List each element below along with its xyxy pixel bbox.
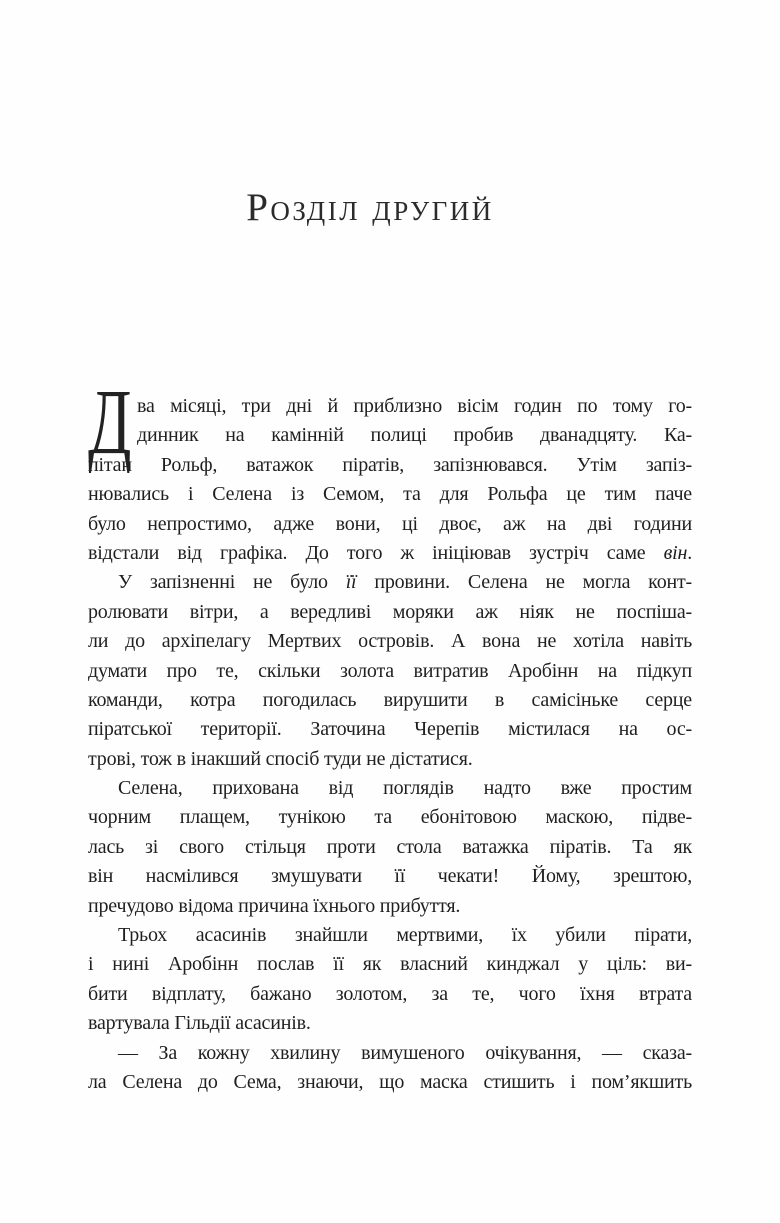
text-segment: Трьох асасинів знайшли мертвими, їх убили пірати, xyxy=(118,924,692,947)
text-segment: ла Селена до Сема, знаючи, що маска стишить і пом’якшить xyxy=(88,1070,692,1093)
text-line xyxy=(88,892,692,921)
text-line xyxy=(88,657,692,686)
text-line xyxy=(88,921,692,950)
text-segment: . xyxy=(687,541,692,564)
text-segment: динник на камінній полиці пробив дванадцяту. Ка- xyxy=(137,424,692,447)
text-line xyxy=(88,568,692,597)
paragraph xyxy=(88,774,692,921)
text-line xyxy=(88,862,692,891)
text-segment: відстали від графіка. До того ж ініціював зустріч саме xyxy=(88,541,664,564)
paragraph xyxy=(88,568,692,774)
text-segment: нювались і Селена із Семом, та для Рольфа це тим паче xyxy=(88,483,692,506)
text-segment: піратської території. Заточина Черепів містилася на ос- xyxy=(88,718,692,741)
text-segment: ли до архіпелагу Мертвих островів. А вона не хотіла навіть xyxy=(88,630,692,653)
text-line xyxy=(88,950,692,979)
text-line xyxy=(88,1068,692,1097)
italic-emphasis: він xyxy=(663,541,688,564)
text-line xyxy=(88,451,692,480)
text-line xyxy=(88,980,692,1009)
text-line xyxy=(88,510,692,539)
text-line xyxy=(88,1039,692,1068)
text-line xyxy=(88,745,692,774)
text-segment: було непростимо, адже вони, ці двоє, аж на дві години xyxy=(88,512,692,535)
paragraph xyxy=(88,369,692,568)
text-line xyxy=(88,480,692,509)
text-segment: бити відплату, бажано золотом, за те, чого їхня втрата xyxy=(88,982,692,1005)
text-line xyxy=(88,598,692,627)
text-segment: вартувала Гільдії асасинів. xyxy=(88,1012,311,1035)
text-segment: ва місяці, три дні й приблизно вісім годин по тому го- xyxy=(137,395,692,417)
drop-cap xyxy=(88,369,132,474)
text-segment: він насмілився змушувати її чекати! Йому, зрештою, xyxy=(88,865,692,888)
text-segment: чорним плащем, тунікою та ебонітовою маскою, підве- xyxy=(88,806,692,829)
paragraph xyxy=(88,1039,692,1098)
text-line xyxy=(88,421,692,450)
text-segment: Селена, прихована від поглядів надто вже простим xyxy=(118,777,692,800)
paragraph xyxy=(88,921,692,1039)
body-text xyxy=(88,369,692,1097)
italic-emphasis: її xyxy=(345,571,357,594)
text-segment: думати про те, скільки золота витратив Аробінн на підкуп xyxy=(88,659,692,682)
drop-cap-letter: Д xyxy=(88,369,132,474)
text-segment: ролювати вітри, а вередливі моряки аж ніяк не поспіша- xyxy=(88,600,692,623)
text-line xyxy=(88,833,692,862)
chapter-title: Розділ другий xyxy=(246,186,494,229)
text-segment: і нині Аробінн послав її як власний кинджал у ціль: ви- xyxy=(88,953,692,976)
text-line xyxy=(88,686,692,715)
text-segment: трові, тож в інакший спосіб туди не дістатися. xyxy=(88,747,473,770)
text-line xyxy=(88,627,692,656)
text-segment: пітан Рольф, ватажок піратів, запізнювався. Утім запіз- xyxy=(88,453,692,476)
text-line xyxy=(88,774,692,803)
text-segment: — За кожну хвилину вимушеного очікування, — сказа- xyxy=(118,1041,692,1064)
text-segment: лась зі свого стільця проти стола ватажка піратів. Та як xyxy=(88,835,692,858)
text-line xyxy=(88,803,692,832)
text-line xyxy=(88,1009,692,1038)
text-segment: У запізненні не було xyxy=(118,571,346,594)
text-segment: команди, котра погодилась вирушити в самісіньке серце xyxy=(88,688,692,711)
text-line xyxy=(88,715,692,744)
text-segment: провини. Селена не могла конт- xyxy=(356,571,692,594)
text-line xyxy=(88,539,692,568)
text-segment: пречудово відома причина їхнього прибуття. xyxy=(88,894,461,917)
